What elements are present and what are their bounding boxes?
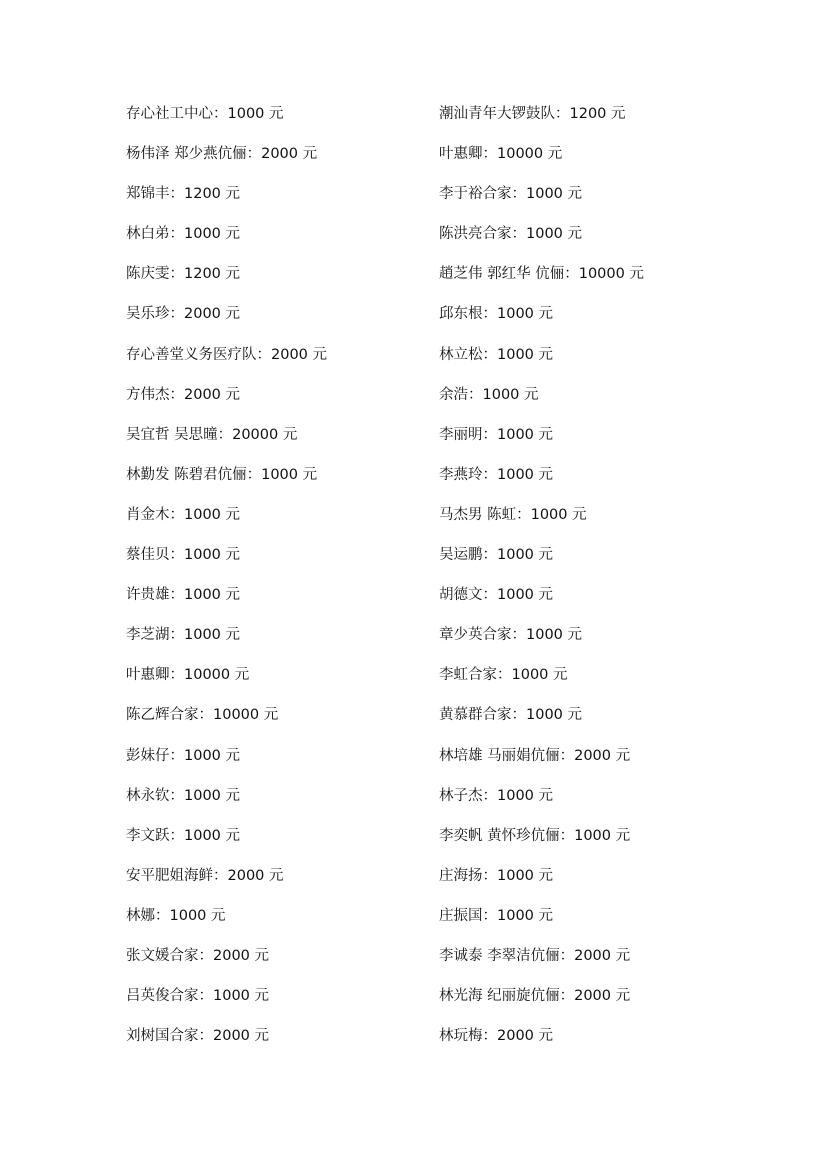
donor-entry: 存心善堂义务医疗队：2000 元 [126, 346, 328, 363]
donor-entry: 刘树国合家：2000 元 [126, 1028, 270, 1045]
donor-entry: 胡德文：1000 元 [439, 587, 554, 604]
donor-entry: 林立松：1000 元 [439, 346, 554, 363]
donor-entry: 李燕玲：1000 元 [439, 466, 554, 483]
donor-entry: 彭妹仔：1000 元 [126, 747, 241, 764]
donor-entry: 肖金木：1000 元 [126, 506, 241, 523]
donor-entry: 李诚泰 李翠洁伉俪：2000 元 [439, 947, 631, 964]
donor-entry: 邱东根：1000 元 [439, 306, 554, 323]
donor-entry: 陈乙辉合家：10000 元 [126, 707, 279, 724]
donor-entry: 方伟杰：2000 元 [126, 386, 241, 403]
donor-entry: 吴运鹏：1000 元 [439, 547, 554, 564]
donor-list-left [126, 100, 486, 1062]
donor-entry: 安平肥姐海鲜：2000 元 [126, 867, 284, 884]
donor-entry: 潮汕青年大锣鼓队：1200 元 [439, 106, 626, 122]
donor-entry: 吴乐珍：2000 元 [126, 306, 241, 323]
donor-entry: 林白弟：1000 元 [126, 226, 241, 243]
donor-entry: 陈洪亮合家：1000 元 [439, 226, 583, 243]
donor-entry: 林玩梅：2000 元 [439, 1028, 554, 1045]
donor-entry: 张文媛合家：2000 元 [126, 947, 270, 964]
donor-entry: 章少英合家：1000 元 [439, 627, 583, 644]
donor-entry: 存心社工中心：1000 元 [126, 106, 284, 122]
donor-entry: 陈庆雯：1200 元 [126, 266, 241, 283]
donor-entry: 吴宜哲 吴思曈：20000 元 [126, 426, 298, 443]
donor-entry: 李奕帆 黄怀珍伉俪：1000 元 [439, 827, 631, 844]
donor-entry: 林培雄 马丽娟伉俪：2000 元 [439, 747, 631, 764]
donor-entry: 马杰男 陈虹：1000 元 [439, 506, 587, 523]
donor-entry: 林永钦：1000 元 [126, 787, 241, 804]
donor-entry: 黄慕群合家：1000 元 [439, 707, 583, 724]
donor-entry: 叶惠卿：10000 元 [439, 146, 563, 163]
donor-entry: 庄海扬：1000 元 [439, 867, 554, 884]
donor-entry: 余浩：1000 元 [439, 386, 539, 403]
donor-entry: 郑锦丰：1200 元 [126, 186, 241, 203]
donor-entry: 许贵雄：1000 元 [126, 587, 241, 604]
donor-list-right [439, 100, 799, 1062]
donor-entry: 李于裕合家：1000 元 [439, 186, 583, 203]
donor-entry: 蔡佳贝：1000 元 [126, 547, 241, 564]
donor-entry: 林光海 纪丽旋伉俪：2000 元 [439, 988, 631, 1005]
donor-entry: 杨伟泽 郑少燕伉俪：2000 元 [126, 146, 318, 163]
donor-entry: 叶惠卿：10000 元 [126, 667, 250, 684]
donor-entry: 李虹合家：1000 元 [439, 667, 568, 684]
donor-entry: 李丽明：1000 元 [439, 426, 554, 443]
donor-entry: 林娜：1000 元 [126, 907, 226, 924]
donor-entry: 庄振国：1000 元 [439, 907, 554, 924]
donor-entry: 吕英俊合家：1000 元 [126, 988, 270, 1005]
donor-entry: 林子杰：1000 元 [439, 787, 554, 804]
donor-entry: 李芝湖：1000 元 [126, 627, 241, 644]
donor-entry: 趙芝伟 郭红华 伉俪：10000 元 [439, 266, 644, 283]
donor-entry: 林勤发 陈碧君伉俪：1000 元 [126, 466, 318, 483]
donor-entry: 李文跃：1000 元 [126, 827, 241, 844]
